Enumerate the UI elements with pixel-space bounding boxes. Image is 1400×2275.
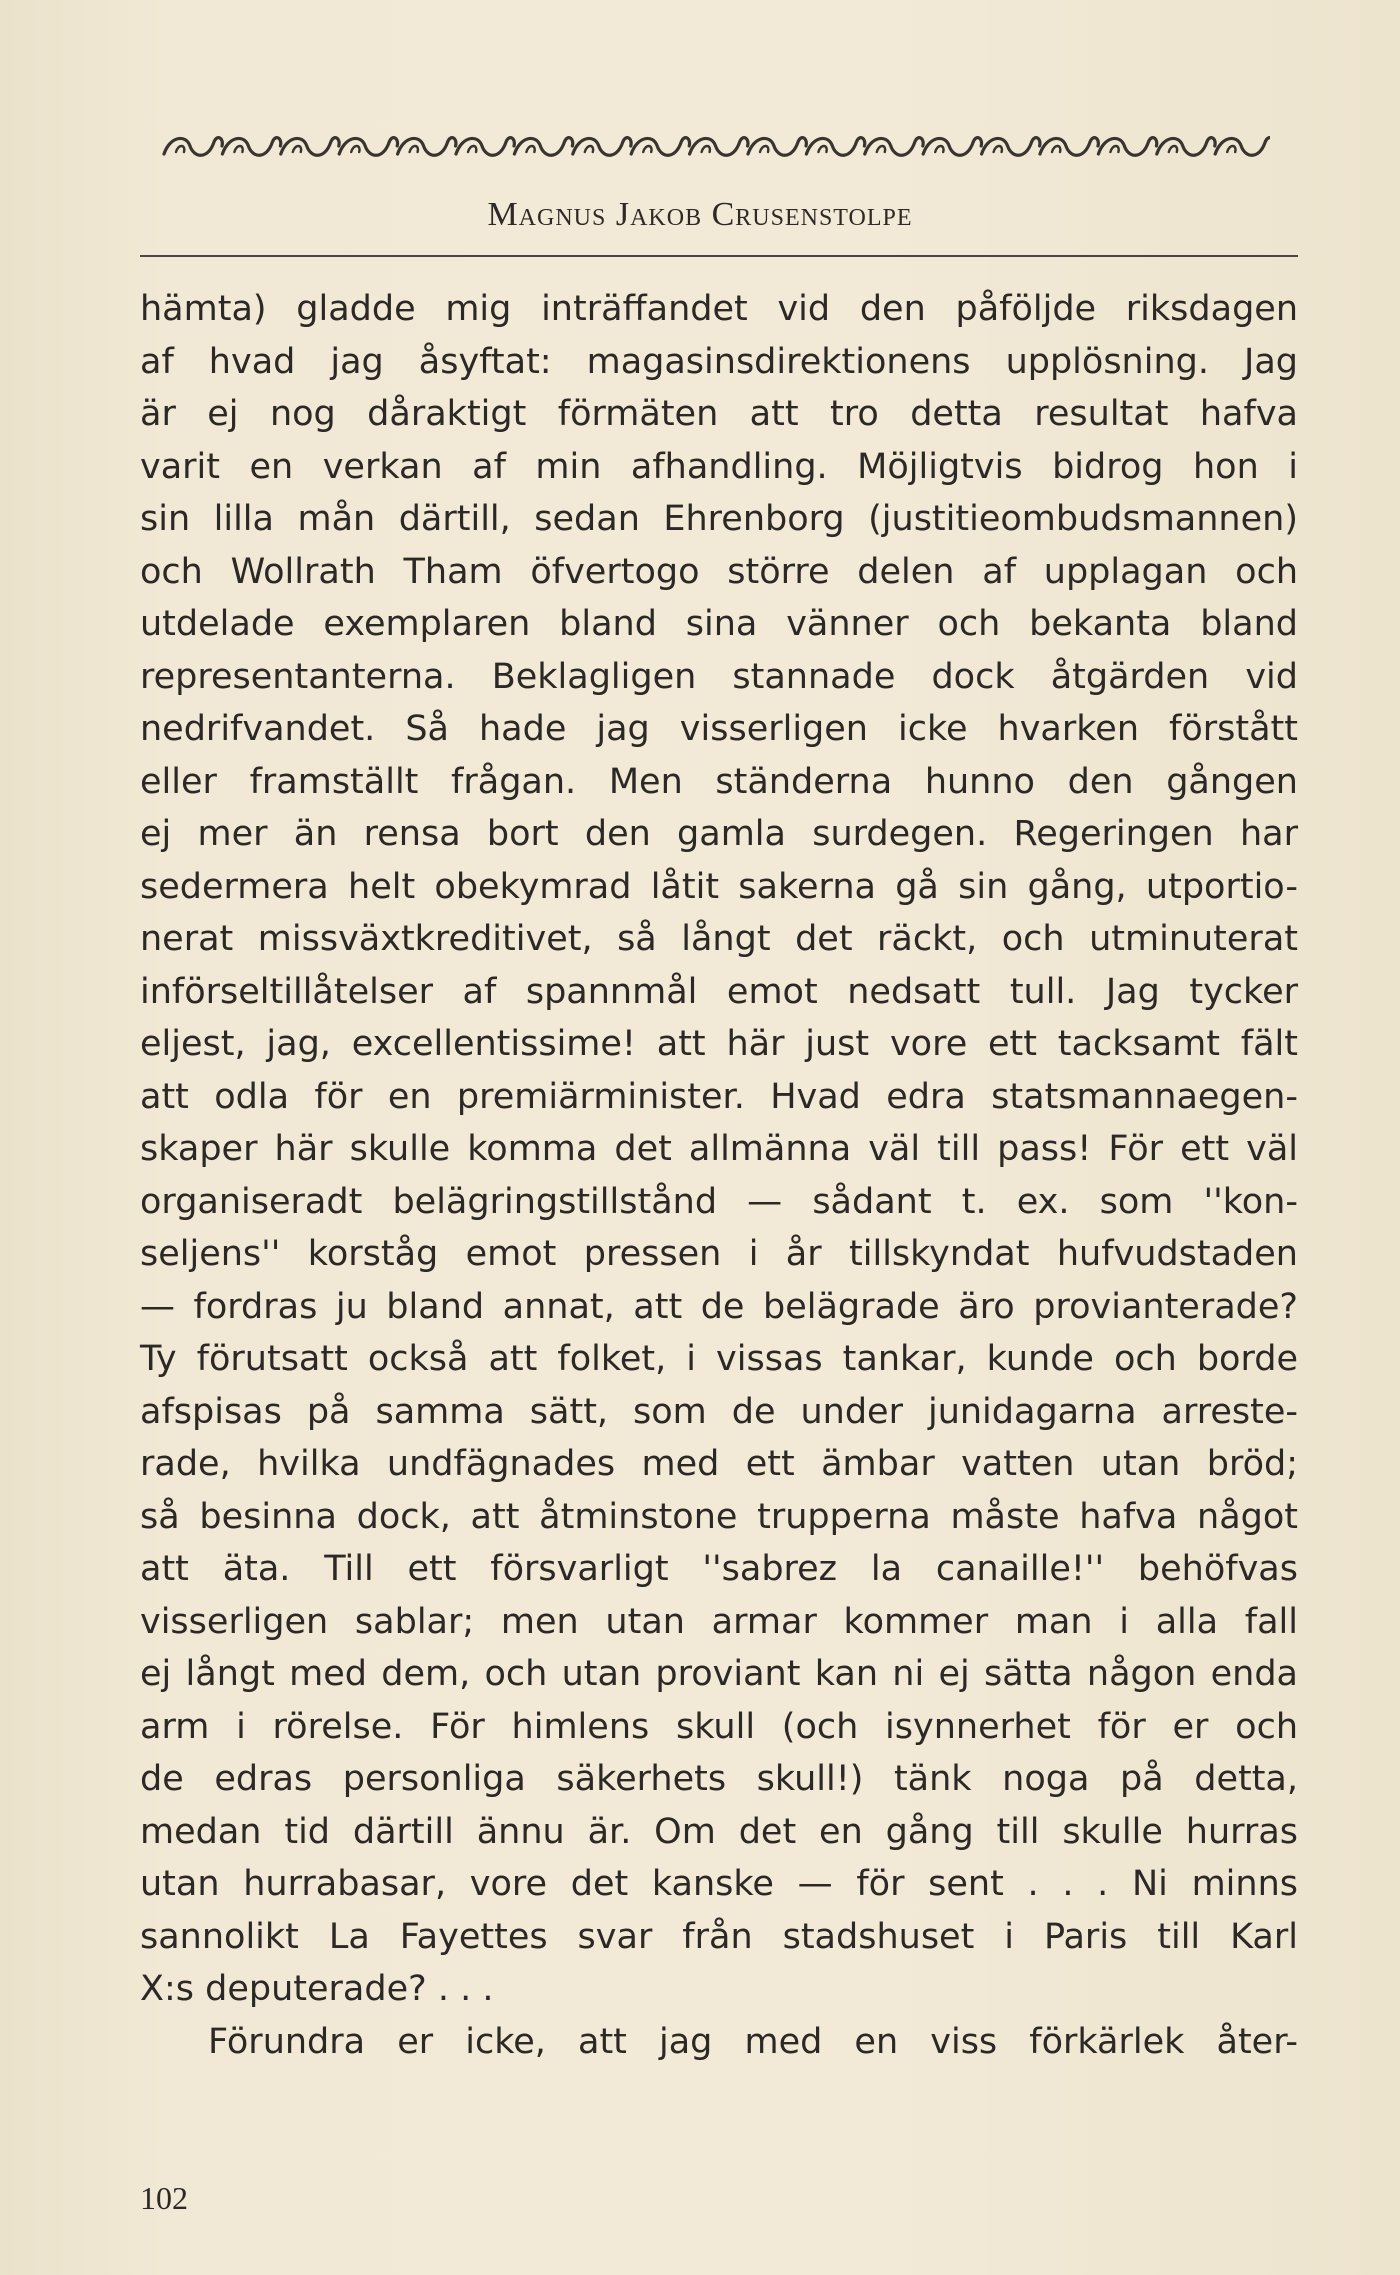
text-line: ej långt med dem, och utan proviant kan ni ej sätta någon enda (140, 1654, 1298, 1694)
text-line: att äta. Till ett försvarligt ''sabrez la canaille!'' behöfvas (140, 1549, 1298, 1589)
text-line: så besinna dock, att åtminstone trupperna måste hafva något (140, 1496, 1298, 1537)
ornament-curl (818, 146, 826, 152)
ornament-curl (351, 146, 359, 152)
ornament-curl (176, 146, 184, 152)
ornament-curl (526, 146, 534, 152)
text-line: Förundra er icke, att jag med en viss förkärlek åter- (208, 2021, 1298, 2062)
text-line: eljest, jag, excellentissime! att här just vore ett tacksamt fält (140, 1024, 1298, 1064)
text-line: — fordras ju bland annat, att de belägrade äro provianterade? (140, 1286, 1298, 1327)
ornament-wave (748, 138, 806, 156)
text-line: X:s deputerade? . . . (140, 1969, 494, 2009)
ornament-curl (877, 146, 885, 152)
text-line: nedrifvandet. Så hade jag visserligen icke hvarken förstått (140, 709, 1298, 749)
ornament-wave (164, 138, 222, 156)
ornament-curl (1227, 146, 1235, 152)
page-number: 102 (140, 2180, 188, 2216)
ornament-curl (760, 146, 768, 152)
text-line: ej mer än rensa bort den gamla surdegen. Regeringen har (140, 814, 1298, 854)
text-line: visserligen sablar; men utan armar kommer man i alla fall (140, 1601, 1298, 1642)
text-line: nerat missväxtkreditivet, så långt det räckt, och utminuterat (140, 919, 1298, 959)
ornament-wave (1157, 138, 1215, 156)
ornament-wave (1040, 138, 1098, 156)
text-line: hämta) gladde mig inträffandet vid den påföljde riksdagen (140, 289, 1298, 329)
ornament-curl (410, 146, 418, 152)
text-line: Ty förutsatt också att folket, i vissas tankar, kunde och borde (140, 1339, 1298, 1379)
text-line: utdelade exemplaren bland sina vänner och bekanta bland (140, 604, 1298, 644)
text-line: sannolikt La Fayettes svar från stadshuset i Paris till Karl (140, 1916, 1298, 1957)
text-line: organiseradt belägringstillstånd — sådant t. ex. som ''kon- (140, 1181, 1298, 1222)
ornament-wave (222, 138, 280, 156)
ornament-curl (293, 146, 301, 152)
text-line: afspisas på samma sätt, som de under junidagarna arreste- (140, 1391, 1298, 1432)
text-line: eller framställt frågan. Men ständerna hunno den gången (140, 761, 1298, 802)
ornament-wave (806, 138, 864, 156)
ornament-curl (1052, 146, 1060, 152)
ornament-wave (573, 138, 631, 156)
text-line: att odla för en premiärminister. Hvad edra statsmannaegen- (140, 1076, 1298, 1117)
text-line: utan hurrabasar, vore det kanske — för sent . . . Ni minns (140, 1864, 1298, 1904)
ornament-wave (1098, 138, 1156, 156)
ornament-wave (514, 138, 572, 156)
ornament-wave (456, 138, 514, 156)
running-header: Magnus Jakob Crusenstolpe (487, 196, 913, 233)
ornament-curl (468, 146, 476, 152)
ornament-curl (234, 146, 242, 152)
text-line: skaper här skulle komma det allmänna väl till pass! För ett väl (140, 1129, 1298, 1169)
ornament-curl (585, 146, 593, 152)
text-line: seljens'' korståg emot pressen i år tillskyndat hufvudstaden (140, 1234, 1298, 1274)
text-line: sin lilla mån därtill, sedan Ehrenborg (justitieombudsmannen) (140, 499, 1298, 539)
text-line: arm i rörelse. För himlens skull (och isynnerhet för er och (140, 1706, 1298, 1747)
text-line: medan tid därtill ännu är. Om det en gång till skulle hurras (140, 1811, 1298, 1852)
ornament-wave (339, 138, 397, 156)
ornament-wave (690, 138, 748, 156)
text-line: sedermera helt obekymrad låtit sakerna gå sin gång, utportio- (140, 866, 1298, 907)
text-line: rade, hvilka undfägnades med ett ämbar vatten utan bröd; (140, 1444, 1298, 1484)
text-line: varit en verkan af min afhandling. Möjligtvis bidrog hon i (140, 446, 1298, 487)
ornament-curl (935, 146, 943, 152)
header-rule (140, 255, 1298, 257)
body-text (140, 283, 1298, 2068)
ornament-wave (281, 138, 339, 156)
text-line: af hvad jag åsyftat: magasinsdirektionens upplösning. Jag (140, 341, 1298, 382)
ornament-curl (1110, 146, 1118, 152)
ornament-wave (982, 138, 1040, 156)
ornament-curl (702, 146, 710, 152)
ornament-curl (1169, 146, 1177, 152)
text-line: och Wollrath Tham öfvertogo större delen af upplagan och (140, 551, 1298, 592)
text-line: är ej nog dåraktigt förmäten att tro detta resultat hafva (140, 394, 1298, 434)
ornament-wave (631, 138, 689, 156)
scroll-wave-ornament-icon (160, 128, 1270, 168)
ornament-wave (1215, 138, 1270, 156)
ornament-wave (923, 138, 981, 156)
text-line: de edras personliga säkerhets skull!) tänk noga på detta, (140, 1759, 1298, 1799)
text-line: införseltillåtelser af spannmål emot nedsatt tull. Jag tycker (140, 971, 1298, 1012)
ornament-curl (994, 146, 1002, 152)
ornament-wave (398, 138, 456, 156)
ornament-curl (643, 146, 651, 152)
ornament-wave (865, 138, 923, 156)
text-line: representanterna. Beklagligen stannade dock åtgärden vid (140, 656, 1298, 697)
